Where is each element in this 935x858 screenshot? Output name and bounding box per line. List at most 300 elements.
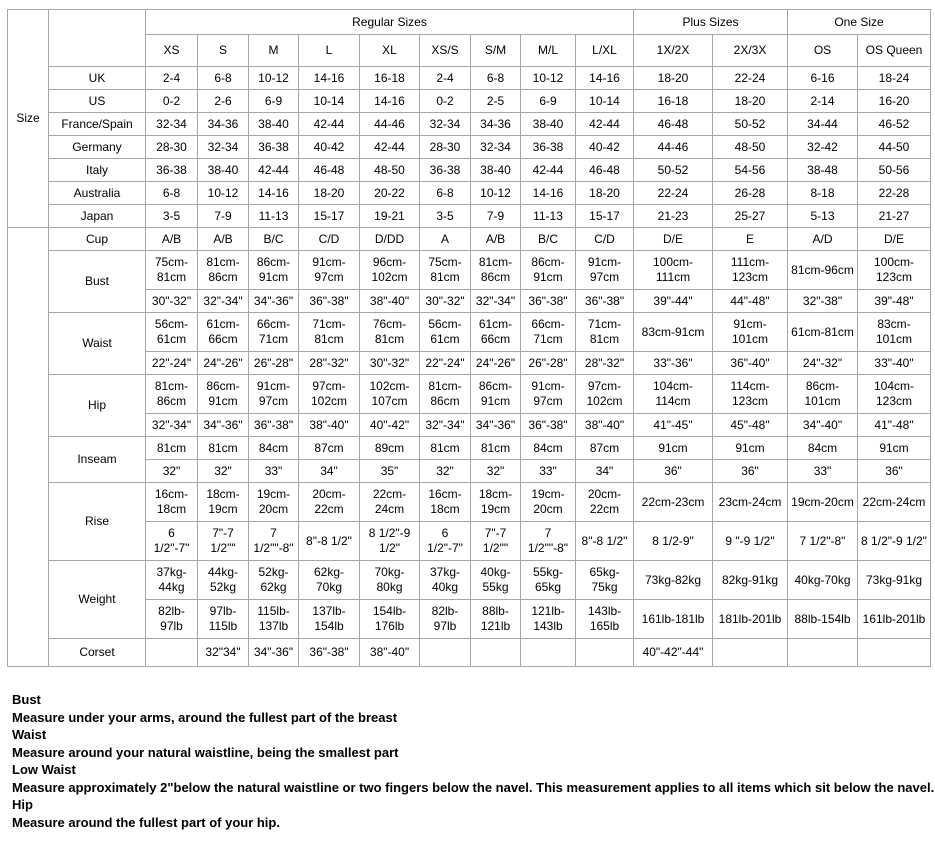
size-cell: 10-12 bbox=[198, 182, 249, 205]
measurement-cell: 91cm-97cm bbox=[249, 375, 299, 414]
footer-definition: Measure approximately 2"below the natural waistline or two fingers below the navel. This measurement applies to all items which sit below the navel. bbox=[12, 779, 935, 795]
measurement-cell: 39"-44" bbox=[634, 290, 713, 313]
measurement-cell bbox=[146, 639, 198, 667]
measurement-row-bust bbox=[8, 290, 931, 313]
size-column-header: S bbox=[198, 35, 249, 67]
measurement-cell: 66cm-71cm bbox=[521, 313, 576, 352]
size-cell: 46-52 bbox=[858, 113, 931, 136]
measurement-cell: 7 1/2"-8" bbox=[788, 522, 858, 561]
size-cell: 10-12 bbox=[521, 67, 576, 90]
measurement-cell: 36"-38" bbox=[299, 290, 360, 313]
measurement-cell: 32" bbox=[198, 460, 249, 483]
size-cell: 32-34 bbox=[198, 136, 249, 159]
size-cell: 46-48 bbox=[299, 159, 360, 182]
size-cell: 42-44 bbox=[521, 159, 576, 182]
measurement-cell: 75cm-81cm bbox=[146, 251, 198, 290]
size-cell: 10-14 bbox=[299, 90, 360, 113]
measurement-label: Hip bbox=[49, 375, 146, 437]
size-column-header: OS Queen bbox=[858, 35, 931, 67]
footer-definition: Measure around your natural waistline, being the smallest part bbox=[12, 744, 399, 760]
measurement-cell: 34" bbox=[576, 460, 634, 483]
measurement-cell: D/DD bbox=[360, 228, 420, 251]
measurement-cell: 91cm bbox=[634, 437, 713, 460]
measurement-cell: 34"-36" bbox=[471, 414, 521, 437]
measurement-cell: 91cm bbox=[713, 437, 788, 460]
measurement-cell: 32"34" bbox=[198, 639, 249, 667]
size-cell: 46-48 bbox=[634, 113, 713, 136]
size-cell: 15-17 bbox=[299, 205, 360, 228]
measurement-cell: A/B bbox=[198, 228, 249, 251]
size-cell: 22-24 bbox=[713, 67, 788, 90]
measurement-cell: 33"-40" bbox=[858, 352, 931, 375]
footer-term: Waist bbox=[12, 727, 47, 742]
size-cell: 32-34 bbox=[420, 113, 471, 136]
size-cell: 6-9 bbox=[249, 90, 299, 113]
measurement-cell: 7 1/2""-8" bbox=[521, 522, 576, 561]
size-cell: 11-13 bbox=[249, 205, 299, 228]
measurement-cell: 33" bbox=[521, 460, 576, 483]
measurement-label: Rise bbox=[49, 483, 146, 561]
measurement-cell: 34"-40" bbox=[788, 414, 858, 437]
measurement-cell: 22cm-24cm bbox=[858, 483, 931, 522]
measurement-cell: 84cm bbox=[788, 437, 858, 460]
size-column-header: XS bbox=[146, 35, 198, 67]
measurement-cell: 32"-34" bbox=[420, 414, 471, 437]
measurement-cell: 18cm-19cm bbox=[471, 483, 521, 522]
size-cell: 40-42 bbox=[576, 136, 634, 159]
size-cell: 18-24 bbox=[858, 67, 931, 90]
size-cell: 5-13 bbox=[788, 205, 858, 228]
measurement-row-rise bbox=[8, 483, 931, 522]
measurement-cell: A/D bbox=[788, 228, 858, 251]
measurement-cell: 26"-28" bbox=[521, 352, 576, 375]
measurement-cell: 89cm bbox=[360, 437, 420, 460]
measurement-cell: 32"-34" bbox=[471, 290, 521, 313]
measurement-cell: 38"-40" bbox=[299, 414, 360, 437]
measurement-cell: 86cm-91cm bbox=[521, 251, 576, 290]
measurement-cell: 6 1/2"-7" bbox=[420, 522, 471, 561]
measurement-cell: 86cm-101cm bbox=[788, 375, 858, 414]
measurement-cell: 45"-48" bbox=[713, 414, 788, 437]
size-cell: 16-18 bbox=[634, 90, 713, 113]
country-row-uk bbox=[8, 67, 931, 90]
measurement-cell: 22"-24" bbox=[146, 352, 198, 375]
size-cell: 10-12 bbox=[249, 67, 299, 90]
measurement-cell: 34"-36" bbox=[198, 414, 249, 437]
measurement-cell: 104cm-123cm bbox=[858, 375, 931, 414]
measurement-cell: 8 1/2"-9 1/2" bbox=[360, 522, 420, 561]
measurement-cell: 154lb-176lb bbox=[360, 600, 420, 639]
size-cell: 6-8 bbox=[471, 67, 521, 90]
measurement-cell: A/B bbox=[471, 228, 521, 251]
size-cell: 2-4 bbox=[420, 67, 471, 90]
size-cell: 38-40 bbox=[471, 159, 521, 182]
size-cell: 42-44 bbox=[360, 136, 420, 159]
size-cell: 6-16 bbox=[788, 67, 858, 90]
measurement-cell: 121lb-143lb bbox=[521, 600, 576, 639]
measurement-cell: 65kg-75kg bbox=[576, 561, 634, 600]
measurement-cell: 19cm-20cm bbox=[788, 483, 858, 522]
size-cell: 42-44 bbox=[576, 113, 634, 136]
size-cell: 21-27 bbox=[858, 205, 931, 228]
measurement-cell: 36"-40" bbox=[713, 352, 788, 375]
size-cell: 50-52 bbox=[713, 113, 788, 136]
measurement-cell: 81cm-86cm bbox=[146, 375, 198, 414]
size-column-header: M/L bbox=[521, 35, 576, 67]
measurement-cell: 55kg-65kg bbox=[521, 561, 576, 600]
size-cell: 38-40 bbox=[521, 113, 576, 136]
measurement-cell: 91cm-97cm bbox=[299, 251, 360, 290]
measurement-cell: 20cm-22cm bbox=[299, 483, 360, 522]
size-cell: 6-9 bbox=[521, 90, 576, 113]
measurement-cell: 36"-38" bbox=[576, 290, 634, 313]
measurement-cell: B/C bbox=[249, 228, 299, 251]
measurement-cell: 8 1/2-9" bbox=[634, 522, 713, 561]
size-cell: 34-36 bbox=[471, 113, 521, 136]
region-label: UK bbox=[49, 67, 146, 90]
measurement-cell: 81cm-86cm bbox=[198, 251, 249, 290]
measurement-cell: 34" bbox=[299, 460, 360, 483]
measurement-cell: 71cm-81cm bbox=[299, 313, 360, 352]
measurement-cell: 36" bbox=[634, 460, 713, 483]
header-spacer-cell bbox=[49, 10, 146, 67]
size-cell: 36-38 bbox=[146, 159, 198, 182]
measurement-cell: 16cm-18cm bbox=[420, 483, 471, 522]
size-cell: 16-18 bbox=[360, 67, 420, 90]
measurement-cell: 87cm bbox=[299, 437, 360, 460]
size-cell: 44-46 bbox=[634, 136, 713, 159]
measurement-cell: 114cm-123cm bbox=[713, 375, 788, 414]
measurement-cell bbox=[858, 639, 931, 667]
measurement-cell: 75cm-81cm bbox=[420, 251, 471, 290]
measurement-row-hip bbox=[8, 414, 931, 437]
measurement-cell: 38"-40" bbox=[360, 639, 420, 667]
size-cell: 14-16 bbox=[299, 67, 360, 90]
measurement-cell: 87cm bbox=[576, 437, 634, 460]
measurement-cell: 91cm-97cm bbox=[576, 251, 634, 290]
measurement-cell: 82lb-97lb bbox=[420, 600, 471, 639]
size-column-header: XS/S bbox=[420, 35, 471, 67]
country-row-france-spain bbox=[8, 113, 931, 136]
measurement-cell: 19cm-20cm bbox=[521, 483, 576, 522]
measurement-cell: 61cm-66cm bbox=[198, 313, 249, 352]
measurement-cell: 24"-26" bbox=[198, 352, 249, 375]
measurement-cell: 8"-8 1/2" bbox=[576, 522, 634, 561]
size-cell: 26-28 bbox=[713, 182, 788, 205]
measurement-cell: 33"-36" bbox=[634, 352, 713, 375]
size-column-header: L/XL bbox=[576, 35, 634, 67]
size-cell: 38-40 bbox=[249, 113, 299, 136]
size-cell: 50-52 bbox=[634, 159, 713, 182]
size-cell: 28-30 bbox=[146, 136, 198, 159]
measurement-cell: 86cm-91cm bbox=[249, 251, 299, 290]
measurement-cell: 8"-8 1/2" bbox=[299, 522, 360, 561]
measurement-cell: 52kg-62kg bbox=[249, 561, 299, 600]
measurement-cell: 34"-36" bbox=[249, 639, 299, 667]
measurement-cell: 96cm-102cm bbox=[360, 251, 420, 290]
measurement-row-rise bbox=[8, 522, 931, 561]
size-cell: 32-42 bbox=[788, 136, 858, 159]
size-cell: 38-40 bbox=[198, 159, 249, 182]
measurement-cell: 16cm-18cm bbox=[146, 483, 198, 522]
measurement-cell: 26"-28" bbox=[249, 352, 299, 375]
measurement-guide bbox=[12, 691, 935, 831]
size-cell: 54-56 bbox=[713, 159, 788, 182]
measurement-cell: 81cm-86cm bbox=[471, 251, 521, 290]
measurement-cell: 84cm bbox=[521, 437, 576, 460]
measurement-cell: 81cm bbox=[420, 437, 471, 460]
measurement-cell: 161lb-181lb bbox=[634, 600, 713, 639]
measurement-row-inseam bbox=[8, 460, 931, 483]
measurement-cell: E bbox=[713, 228, 788, 251]
measurement-cell: 32"-34" bbox=[146, 414, 198, 437]
measurement-cell: 44"-48" bbox=[713, 290, 788, 313]
measurement-cell: 61cm-66cm bbox=[471, 313, 521, 352]
measurement-cell: 82lb-97lb bbox=[146, 600, 198, 639]
measurement-cell: C/D bbox=[576, 228, 634, 251]
measurement-cell: 91cm-97cm bbox=[521, 375, 576, 414]
measurement-cell bbox=[713, 639, 788, 667]
corner-size-label: Size bbox=[8, 10, 49, 228]
measurement-cell: D/E bbox=[858, 228, 931, 251]
size-cell: 2-5 bbox=[471, 90, 521, 113]
measurement-cell: 102cm-107cm bbox=[360, 375, 420, 414]
size-cell: 36-38 bbox=[420, 159, 471, 182]
left-spacer-cell bbox=[8, 228, 49, 667]
measurement-cell: 39"-48" bbox=[858, 290, 931, 313]
measurement-cell: 73kg-91kg bbox=[858, 561, 931, 600]
size-cell: 48-50 bbox=[360, 159, 420, 182]
measurement-cell: 111cm-123cm bbox=[713, 251, 788, 290]
measurement-cell: 40kg-55kg bbox=[471, 561, 521, 600]
region-label: US bbox=[49, 90, 146, 113]
measurement-cell: 7"-7 1/2"" bbox=[471, 522, 521, 561]
size-cell: 7-9 bbox=[198, 205, 249, 228]
measurement-cell: 36"-38" bbox=[521, 290, 576, 313]
measurement-cell: 44kg-52kg bbox=[198, 561, 249, 600]
measurement-cell: 71cm-81cm bbox=[576, 313, 634, 352]
size-column-header: XL bbox=[360, 35, 420, 67]
size-cell: 6-8 bbox=[198, 67, 249, 90]
size-cell: 10-12 bbox=[471, 182, 521, 205]
size-cell: 34-44 bbox=[788, 113, 858, 136]
measurement-cell: 88lb-121lb bbox=[471, 600, 521, 639]
measurement-row-inseam bbox=[8, 437, 931, 460]
measurement-cell: 86cm-91cm bbox=[471, 375, 521, 414]
measurement-cell: 36"-38" bbox=[521, 414, 576, 437]
measurement-cell: 62kg-70kg bbox=[299, 561, 360, 600]
measurement-cell: 97cm-102cm bbox=[299, 375, 360, 414]
measurement-cell: 7"-7 1/2"" bbox=[198, 522, 249, 561]
measurement-cell: 36" bbox=[713, 460, 788, 483]
measurement-row-waist bbox=[8, 352, 931, 375]
measurement-row-waist bbox=[8, 313, 931, 352]
size-cell: 0-2 bbox=[146, 90, 198, 113]
measurement-cell: 38"-40" bbox=[360, 290, 420, 313]
size-cell: 14-16 bbox=[576, 67, 634, 90]
measurement-cell: 137lb-154lb bbox=[299, 600, 360, 639]
measurement-cell: 81cm-86cm bbox=[420, 375, 471, 414]
measurement-cell: 20cm-22cm bbox=[576, 483, 634, 522]
measurement-cell: 91cm bbox=[858, 437, 931, 460]
measurement-cell: 40kg-70kg bbox=[788, 561, 858, 600]
size-column-header: 2X/3X bbox=[713, 35, 788, 67]
size-cell: 6-8 bbox=[146, 182, 198, 205]
measurement-cell: 66cm-71cm bbox=[249, 313, 299, 352]
footer-term: Hip bbox=[12, 797, 33, 812]
measurement-cell: 40"-42"-44" bbox=[634, 639, 713, 667]
measurement-cell bbox=[420, 639, 471, 667]
size-cell: 18-20 bbox=[299, 182, 360, 205]
size-cell: 38-48 bbox=[788, 159, 858, 182]
measurement-cell: 22cm-24cm bbox=[360, 483, 420, 522]
measurement-cell: 24"-32" bbox=[788, 352, 858, 375]
size-cell: 2-14 bbox=[788, 90, 858, 113]
measurement-cell: 7 1/2""-8" bbox=[249, 522, 299, 561]
measurement-label: Inseam bbox=[49, 437, 146, 483]
measurement-cell bbox=[471, 639, 521, 667]
measurement-cell: 61cm-81cm bbox=[788, 313, 858, 352]
measurement-cell: 82kg-91kg bbox=[713, 561, 788, 600]
measurement-label: Bust bbox=[49, 251, 146, 313]
region-label: Germany bbox=[49, 136, 146, 159]
measurement-cell: 104cm-114cm bbox=[634, 375, 713, 414]
measurement-cell bbox=[788, 639, 858, 667]
size-cell: 40-42 bbox=[299, 136, 360, 159]
size-column-header: S/M bbox=[471, 35, 521, 67]
measurement-cell: 41"-48" bbox=[858, 414, 931, 437]
measurement-cell: 37kg-40kg bbox=[420, 561, 471, 600]
country-row-us bbox=[8, 90, 931, 113]
measurement-cell: 8 1/2"-9 1/2" bbox=[858, 522, 931, 561]
measurement-cell: 100cm-111cm bbox=[634, 251, 713, 290]
measurement-label: Weight bbox=[49, 561, 146, 639]
measurement-cell: 83cm-91cm bbox=[634, 313, 713, 352]
measurement-cell: 81cm-96cm bbox=[788, 251, 858, 290]
measurement-cell: 6 1/2"-7" bbox=[146, 522, 198, 561]
region-label: France/Spain bbox=[49, 113, 146, 136]
measurement-cell: 30"-32" bbox=[360, 352, 420, 375]
measurement-cell: 23cm-24cm bbox=[713, 483, 788, 522]
measurement-cell: D/E bbox=[634, 228, 713, 251]
measurement-cell: 34"-36" bbox=[249, 290, 299, 313]
measurement-cell: 28"-32" bbox=[576, 352, 634, 375]
measurement-cell: 97lb-115lb bbox=[198, 600, 249, 639]
measurement-cell: 181lb-201lb bbox=[713, 600, 788, 639]
measurement-cell bbox=[576, 639, 634, 667]
size-cell: 6-8 bbox=[420, 182, 471, 205]
size-cell: 22-24 bbox=[634, 182, 713, 205]
size-cell: 32-34 bbox=[146, 113, 198, 136]
measurement-cell: B/C bbox=[521, 228, 576, 251]
measurement-label: Waist bbox=[49, 313, 146, 375]
size-cell: 8-18 bbox=[788, 182, 858, 205]
size-column-header: OS bbox=[788, 35, 858, 67]
size-cell: 14-16 bbox=[521, 182, 576, 205]
group-header-plus-sizes: Plus Sizes bbox=[634, 10, 788, 35]
size-cell: 48-50 bbox=[713, 136, 788, 159]
measurement-cell: 32" bbox=[471, 460, 521, 483]
measurement-cell: 19cm-20cm bbox=[249, 483, 299, 522]
measurement-cell: 91cm-101cm bbox=[713, 313, 788, 352]
country-row-australia bbox=[8, 182, 931, 205]
measurement-cell: 56cm-61cm bbox=[146, 313, 198, 352]
measurement-cell: 161lb-201lb bbox=[858, 600, 931, 639]
measurement-cell: 36"-38" bbox=[249, 414, 299, 437]
measurement-cell: 38"-40" bbox=[576, 414, 634, 437]
measurement-row-corset bbox=[8, 639, 931, 667]
size-cell: 34-36 bbox=[198, 113, 249, 136]
size-cell: 14-16 bbox=[249, 182, 299, 205]
measurement-cell: 36"-38" bbox=[299, 639, 360, 667]
measurement-cell: 30"-32" bbox=[146, 290, 198, 313]
footer-definition: Measure under your arms, around the fullest part of the breast bbox=[12, 709, 398, 725]
size-cell: 2-6 bbox=[198, 90, 249, 113]
group-header-regular-sizes: Regular Sizes bbox=[146, 10, 634, 35]
size-cell: 0-2 bbox=[420, 90, 471, 113]
size-cell: 32-34 bbox=[471, 136, 521, 159]
measurement-row-weight bbox=[8, 600, 931, 639]
size-column-header: M bbox=[249, 35, 299, 67]
size-cell: 21-23 bbox=[634, 205, 713, 228]
measurement-cell: 30"-32" bbox=[420, 290, 471, 313]
country-row-japan bbox=[8, 205, 931, 228]
size-cell: 44-46 bbox=[360, 113, 420, 136]
footer-term: Low Waist bbox=[12, 762, 76, 777]
size-cell: 18-20 bbox=[576, 182, 634, 205]
size-cell: 3-5 bbox=[146, 205, 198, 228]
measurement-cell: 40"-42" bbox=[360, 414, 420, 437]
region-label: Australia bbox=[49, 182, 146, 205]
measurement-cell: 81cm bbox=[146, 437, 198, 460]
measurement-cell: C/D bbox=[299, 228, 360, 251]
measurement-cell: 41"-45" bbox=[634, 414, 713, 437]
measurement-cell: A/B bbox=[146, 228, 198, 251]
measurement-cell: 56cm-61cm bbox=[420, 313, 471, 352]
measurement-cell: 36" bbox=[858, 460, 931, 483]
size-cell: 36-38 bbox=[249, 136, 299, 159]
measurement-cell: 18cm-19cm bbox=[198, 483, 249, 522]
measurement-cell: 22"-24" bbox=[420, 352, 471, 375]
size-cell: 50-56 bbox=[858, 159, 931, 182]
size-cell: 42-44 bbox=[299, 113, 360, 136]
measurement-row-hip bbox=[8, 375, 931, 414]
measurement-cell: 81cm bbox=[198, 437, 249, 460]
measurement-cell: 70kg-80kg bbox=[360, 561, 420, 600]
measurement-cell: 88lb-154lb bbox=[788, 600, 858, 639]
size-cell: 44-50 bbox=[858, 136, 931, 159]
measurement-cell: 97cm-102cm bbox=[576, 375, 634, 414]
region-label: Italy bbox=[49, 159, 146, 182]
size-cell: 11-13 bbox=[521, 205, 576, 228]
footer-term: Bust bbox=[12, 692, 41, 707]
measurement-cell: 33" bbox=[788, 460, 858, 483]
size-chart-table bbox=[7, 9, 931, 667]
measurement-cell bbox=[521, 639, 576, 667]
measurement-cell: 37kg-44kg bbox=[146, 561, 198, 600]
size-column-header: 1X/2X bbox=[634, 35, 713, 67]
size-cell: 18-20 bbox=[713, 90, 788, 113]
measurement-cell: 9 "-9 1/2" bbox=[713, 522, 788, 561]
measurement-cell: 33" bbox=[249, 460, 299, 483]
measurement-cell: 115lb-137lb bbox=[249, 600, 299, 639]
measurement-cell: 143lb-165lb bbox=[576, 600, 634, 639]
measurement-row-weight bbox=[8, 561, 931, 600]
measurement-label: Corset bbox=[49, 639, 146, 667]
size-cell: 2-4 bbox=[146, 67, 198, 90]
size-cell: 7-9 bbox=[471, 205, 521, 228]
region-label: Japan bbox=[49, 205, 146, 228]
